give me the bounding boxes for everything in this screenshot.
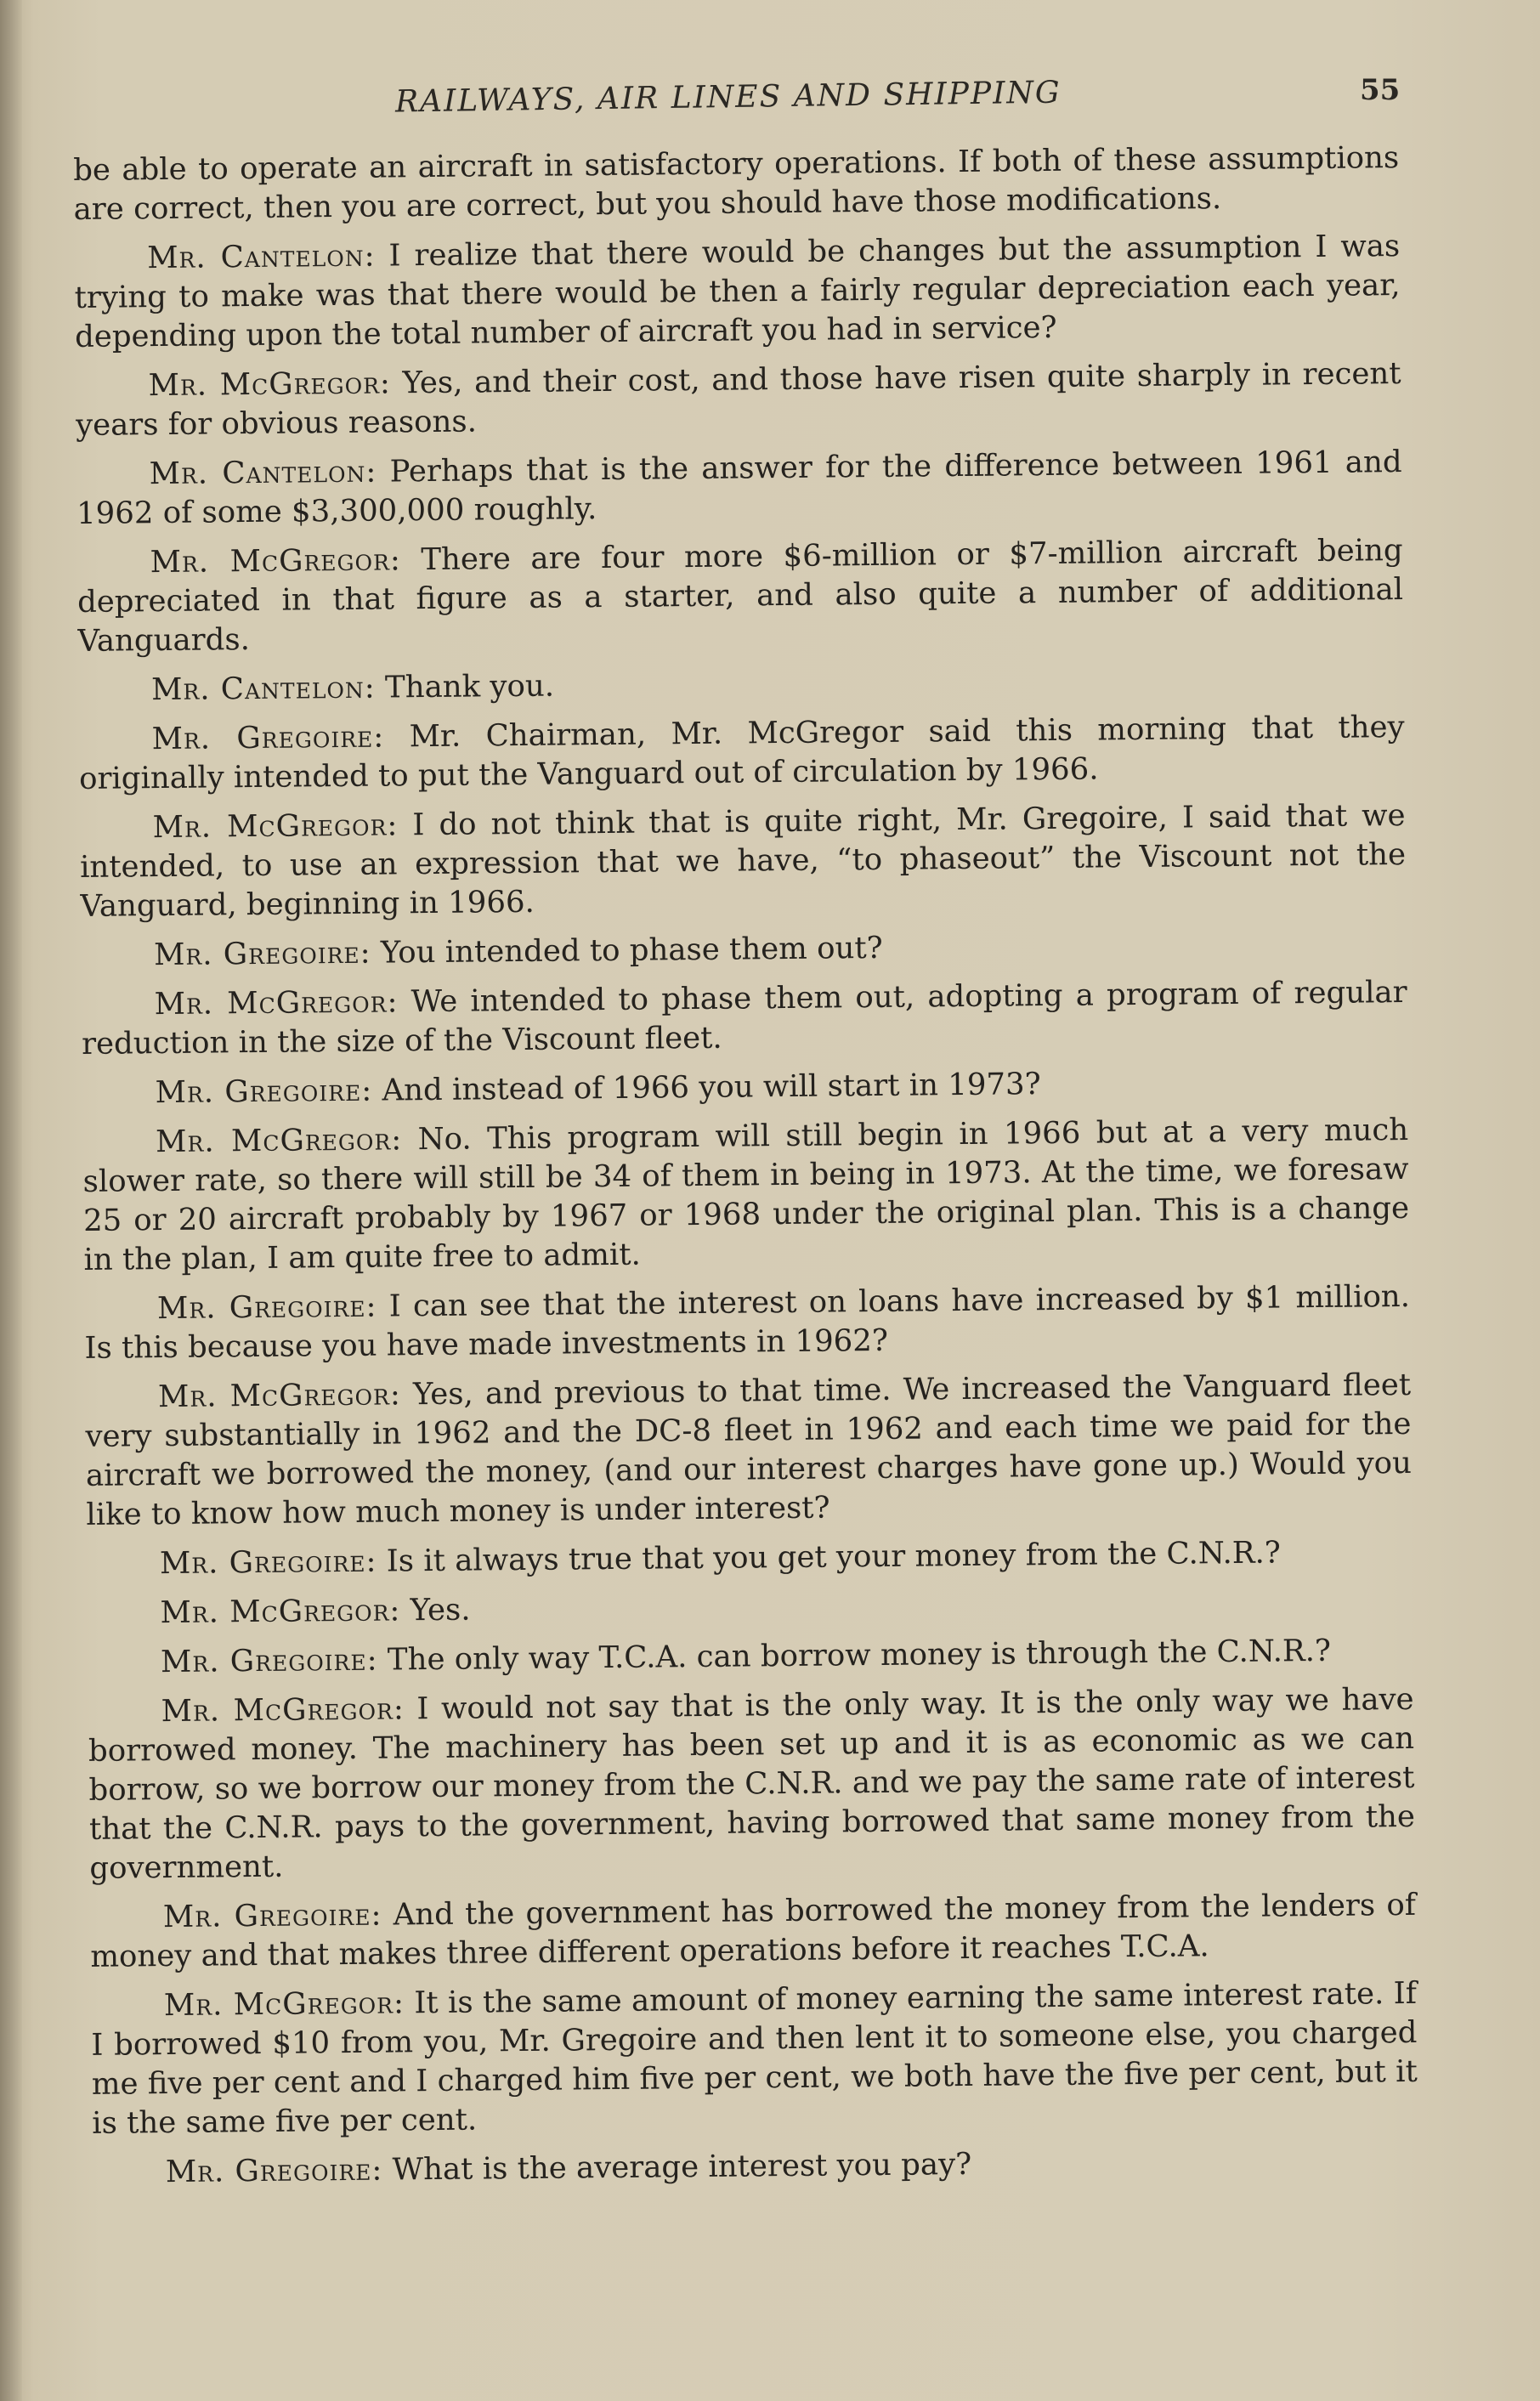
speaker-name: Mr. McGregor: — [150, 542, 402, 580]
paragraph — [74, 227, 1401, 357]
speaker-name: Mr. Gregoire: — [151, 719, 385, 757]
speaker-name: Mr. Gregoire: — [160, 1642, 378, 1680]
paragraph-text: I realize that there would be changes but the assumption I was trying to make was that there would be then a fairly regular depreciation each year, depending upon the total number of aircraft you had in service? — [74, 229, 1401, 354]
paragraph-text: You intended to phase them out? — [380, 930, 883, 971]
speaker-name: Mr. Cantelon: — [149, 454, 377, 492]
paragraph — [93, 2141, 1418, 2193]
paragraph — [88, 1680, 1415, 1889]
speaker-name: Mr. Gregoire: — [156, 1288, 377, 1327]
transcript-body — [73, 139, 1418, 2203]
paragraph — [76, 531, 1403, 661]
speaker-name: Mr. Gregoire: — [153, 935, 371, 973]
paragraph-text: Is it always true that you get your money from the C.N.R.? — [386, 1535, 1282, 1579]
speaker-name: Mr. McGregor: — [160, 1593, 401, 1631]
speaker-name: Mr. Gregoire: — [159, 1543, 377, 1582]
paragraph-text: The only way T.C.A. can borrow money is through the C.N.R.? — [387, 1633, 1332, 1678]
paragraph-text: Yes, and their cost, and those have risen quite sharply in recent years for obvious reasons. — [75, 356, 1401, 443]
speaker-name: Mr. Gregoire: — [155, 1073, 373, 1111]
running-head: RAILWAYS, AIR LINES AND SHIPPING — [394, 75, 1062, 120]
paragraph — [75, 354, 1401, 445]
paragraph-text: Yes, and previous to that time. We increased the Vanguard fleet very substantially in 1962 and the DC-8 fleet in 1962 and each time we paid for the aircraft we borrowed the money, (and our interest charges have gone up.) Would you like to know how much money is under interest? — [85, 1367, 1413, 1532]
speaker-name: Mr. McGregor: — [157, 1377, 402, 1415]
paragraph — [76, 443, 1402, 534]
speaker-name: Mr. Gregoire: — [165, 2152, 383, 2190]
speaker-name: Mr. Cantelon: — [150, 670, 376, 708]
paragraph-text: And instead of 1966 you will start in 1973? — [382, 1067, 1041, 1108]
paragraph-text: No. This program will still begin in 1966 but at a very much slower rate, so there will still be 34 of them in being in 1973. At the time, we foresaw 25 or 20 aircraft probably by 1967 or 1968 under the original plan. This is a change in the plan, I am quite free to admit. — [82, 1112, 1410, 1277]
paragraph — [87, 1532, 1413, 1584]
paragraph — [81, 973, 1407, 1064]
paragraph — [78, 659, 1404, 711]
paragraph-text: Mr. Chairman, Mr. McGregor said this morning that they originally intended to put the Vanguard out of circulation by 1966. — [78, 709, 1405, 796]
page-header — [0, 68, 1540, 119]
paragraph-text: I can see that the interest on loans have increased by $1 million. Is this because you have made investments in 1962? — [84, 1278, 1411, 1366]
paragraph-text: And the government has borrowed the money from the lenders of money and that makes three different operations before it reaches T.C.A. — [90, 1887, 1417, 1974]
speaker-name: Mr. McGregor: — [154, 984, 399, 1022]
paragraph-text: be able to operate an aircraft in satisfactory operations. If both of these assumptions are correct, then you are correct, but you should have those modifications. — [73, 140, 1400, 227]
speaker-name: Mr. McGregor: — [148, 365, 392, 404]
paragraph — [87, 1582, 1413, 1634]
book-binding-edge — [0, 0, 22, 2401]
paragraph-text: There are four more $6-million or $7-million aircraft being depreciated in that figure as a starter, and also quite a number of additional Vanguards. — [76, 533, 1404, 659]
paragraph — [73, 139, 1400, 229]
paragraph — [82, 1111, 1410, 1280]
paragraph-text: Yes. — [410, 1592, 471, 1628]
speaker-name: Mr. Gregoire: — [162, 1897, 382, 1935]
paragraph — [91, 1974, 1418, 2143]
paragraph — [78, 708, 1405, 799]
paragraph-text: I do not think that is quite right, Mr. Gregoire, I said that we intended, to use an expression that we have, “to phaseout” the Viscount not the Vanguard, beginning in 1966. — [79, 797, 1407, 924]
paragraph — [90, 1886, 1417, 1977]
paragraph-text: Thank you. — [384, 668, 555, 705]
paragraph-text: Perhaps that is the answer for the difference between 1961 and 1962 of some $3,300,000 roughly. — [76, 445, 1402, 531]
paragraph — [81, 924, 1407, 976]
page-number: 55 — [1360, 73, 1401, 107]
paragraph-text: It is the same amount of money earning the same interest rate. If I borrowed $10 from you, Mr. Gregoire and then lent it to someone else, you charged me five per cent and I charged him five per cent, we both have the five per cent, but it is the same five per cent. — [91, 1975, 1418, 2141]
paragraph — [85, 1366, 1413, 1535]
speaker-name: Mr. McGregor: — [152, 807, 399, 846]
paragraph — [79, 796, 1406, 926]
speaker-name: Mr. Cantelon: — [147, 238, 376, 276]
paragraph — [82, 1062, 1407, 1113]
speaker-name: Mr. McGregor: — [161, 1691, 405, 1730]
speaker-name: Mr. McGregor: — [163, 1985, 405, 2024]
paragraph — [84, 1277, 1411, 1368]
paragraph — [88, 1631, 1413, 1683]
speaker-name: Mr. McGregor: — [155, 1122, 403, 1160]
paragraph-text: What is the average interest you pay? — [392, 2146, 972, 2188]
paragraph-text: I would not say that is the only way. It is the only way we have borrowed money. The machinery has been set up and it is as economic as we can borrow, so we borrow our money from the C.N.R. and we pay the same rate of interest that the C.N.R. pays to the government, having borrowed that same money from the government. — [88, 1681, 1416, 1886]
paragraph-text: We intended to phase them out, adopting a program of regular reduction in the size of the Viscount fleet. — [81, 974, 1407, 1062]
